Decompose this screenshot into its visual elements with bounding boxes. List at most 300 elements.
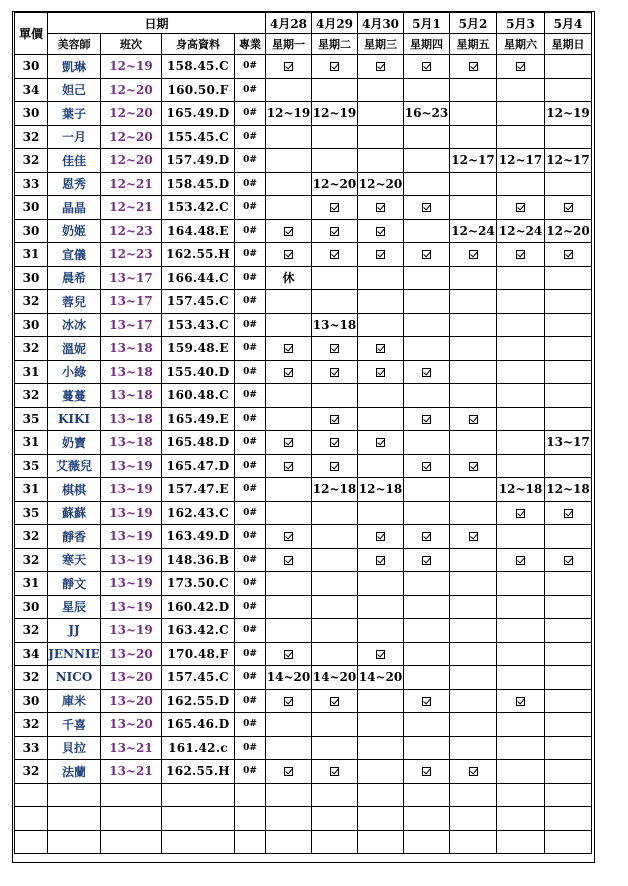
- checked-box-icon[interactable]: [422, 203, 431, 212]
- day-cell[interactable]: [450, 689, 497, 713]
- day-cell[interactable]: [497, 360, 545, 384]
- day-cell[interactable]: 12~18: [312, 478, 358, 502]
- day-cell[interactable]: [404, 642, 450, 666]
- checked-box-icon[interactable]: [330, 767, 339, 776]
- day-cell[interactable]: [450, 478, 497, 502]
- day-cell[interactable]: [450, 760, 497, 784]
- day-cell[interactable]: [497, 642, 545, 666]
- day-cell[interactable]: [266, 172, 312, 196]
- day-cell[interactable]: [404, 478, 450, 502]
- day-cell[interactable]: [404, 760, 450, 784]
- empty-cell[interactable]: [101, 830, 162, 854]
- checked-box-icon[interactable]: [516, 556, 525, 565]
- day-cell[interactable]: [450, 78, 497, 102]
- checked-box-icon[interactable]: [284, 767, 293, 776]
- day-cell[interactable]: [404, 595, 450, 619]
- checked-box-icon[interactable]: [284, 250, 293, 259]
- day-cell[interactable]: [450, 196, 497, 220]
- day-cell[interactable]: [312, 266, 358, 290]
- empty-cell[interactable]: [15, 783, 48, 807]
- day-cell[interactable]: [312, 243, 358, 267]
- checked-box-icon[interactable]: [284, 62, 293, 71]
- day-cell[interactable]: [266, 642, 312, 666]
- day-cell[interactable]: 12~24: [450, 219, 497, 243]
- empty-cell[interactable]: [162, 807, 235, 831]
- day-cell[interactable]: [266, 431, 312, 455]
- empty-cell[interactable]: [497, 807, 545, 831]
- day-cell[interactable]: [358, 454, 404, 478]
- day-cell[interactable]: [404, 266, 450, 290]
- empty-cell[interactable]: [358, 807, 404, 831]
- empty-cell[interactable]: [266, 807, 312, 831]
- day-cell[interactable]: [358, 337, 404, 361]
- empty-cell[interactable]: [404, 783, 450, 807]
- day-cell[interactable]: 12~18: [545, 478, 592, 502]
- checked-box-icon[interactable]: [469, 62, 478, 71]
- day-cell[interactable]: [358, 219, 404, 243]
- checked-box-icon[interactable]: [284, 368, 293, 377]
- day-cell[interactable]: [358, 290, 404, 314]
- day-cell[interactable]: [450, 666, 497, 690]
- day-cell[interactable]: [266, 760, 312, 784]
- day-cell[interactable]: [404, 313, 450, 337]
- day-cell[interactable]: [266, 78, 312, 102]
- day-cell[interactable]: [450, 125, 497, 149]
- empty-cell[interactable]: [312, 783, 358, 807]
- day-cell[interactable]: [312, 548, 358, 572]
- day-cell[interactable]: [266, 525, 312, 549]
- empty-cell[interactable]: [545, 830, 592, 854]
- day-cell[interactable]: [312, 55, 358, 79]
- day-cell[interactable]: [404, 196, 450, 220]
- day-cell[interactable]: 14~20: [358, 666, 404, 690]
- empty-cell[interactable]: [235, 830, 266, 854]
- day-cell[interactable]: [450, 736, 497, 760]
- day-cell[interactable]: [404, 172, 450, 196]
- empty-cell[interactable]: [404, 807, 450, 831]
- day-cell[interactable]: [545, 689, 592, 713]
- day-cell[interactable]: [450, 501, 497, 525]
- day-cell[interactable]: [450, 172, 497, 196]
- day-cell[interactable]: [545, 525, 592, 549]
- day-cell[interactable]: [450, 572, 497, 596]
- day-cell[interactable]: [497, 454, 545, 478]
- checked-box-icon[interactable]: [516, 250, 525, 259]
- day-cell[interactable]: [358, 55, 404, 79]
- day-cell[interactable]: [358, 407, 404, 431]
- day-cell[interactable]: [545, 313, 592, 337]
- empty-cell[interactable]: [450, 807, 497, 831]
- day-cell[interactable]: [266, 713, 312, 737]
- day-cell[interactable]: [358, 360, 404, 384]
- day-cell[interactable]: [545, 290, 592, 314]
- empty-cell[interactable]: [358, 830, 404, 854]
- checked-box-icon[interactable]: [422, 462, 431, 471]
- empty-cell[interactable]: [15, 830, 48, 854]
- checked-box-icon[interactable]: [422, 556, 431, 565]
- day-cell[interactable]: [312, 196, 358, 220]
- empty-cell[interactable]: [235, 783, 266, 807]
- day-cell[interactable]: [404, 666, 450, 690]
- empty-cell[interactable]: [15, 807, 48, 831]
- day-cell[interactable]: [404, 572, 450, 596]
- day-cell[interactable]: [450, 313, 497, 337]
- empty-cell[interactable]: [162, 783, 235, 807]
- day-cell[interactable]: [358, 78, 404, 102]
- day-cell[interactable]: [497, 55, 545, 79]
- day-cell[interactable]: [266, 384, 312, 408]
- day-cell[interactable]: [450, 525, 497, 549]
- day-cell[interactable]: [312, 454, 358, 478]
- empty-cell[interactable]: [48, 807, 101, 831]
- empty-cell[interactable]: [497, 783, 545, 807]
- checked-box-icon[interactable]: [564, 203, 573, 212]
- checked-box-icon[interactable]: [330, 344, 339, 353]
- empty-cell[interactable]: [358, 783, 404, 807]
- day-cell[interactable]: 12~24: [497, 219, 545, 243]
- day-cell[interactable]: [450, 595, 497, 619]
- day-cell[interactable]: [450, 337, 497, 361]
- day-cell[interactable]: [266, 337, 312, 361]
- day-cell[interactable]: [450, 384, 497, 408]
- day-cell[interactable]: [545, 55, 592, 79]
- day-cell[interactable]: [312, 360, 358, 384]
- day-cell[interactable]: [266, 454, 312, 478]
- day-cell[interactable]: [358, 736, 404, 760]
- checked-box-icon[interactable]: [376, 62, 385, 71]
- empty-cell[interactable]: [497, 830, 545, 854]
- day-cell[interactable]: [404, 219, 450, 243]
- day-cell[interactable]: [450, 713, 497, 737]
- day-cell[interactable]: [545, 172, 592, 196]
- day-cell[interactable]: [358, 642, 404, 666]
- checked-box-icon[interactable]: [516, 697, 525, 706]
- day-cell[interactable]: [545, 760, 592, 784]
- day-cell[interactable]: [404, 619, 450, 643]
- day-cell[interactable]: [312, 760, 358, 784]
- day-cell[interactable]: [497, 760, 545, 784]
- checked-box-icon[interactable]: [284, 227, 293, 236]
- checked-box-icon[interactable]: [284, 438, 293, 447]
- day-cell[interactable]: [358, 125, 404, 149]
- day-cell[interactable]: [312, 642, 358, 666]
- day-cell[interactable]: [312, 384, 358, 408]
- day-cell[interactable]: [312, 78, 358, 102]
- day-cell[interactable]: [312, 290, 358, 314]
- day-cell[interactable]: [450, 431, 497, 455]
- checked-box-icon[interactable]: [330, 227, 339, 236]
- day-cell[interactable]: [266, 55, 312, 79]
- day-cell[interactable]: [545, 736, 592, 760]
- day-cell[interactable]: [266, 548, 312, 572]
- day-cell[interactable]: [312, 337, 358, 361]
- checked-box-icon[interactable]: [422, 767, 431, 776]
- day-cell[interactable]: [404, 125, 450, 149]
- day-cell[interactable]: 12~19: [312, 102, 358, 126]
- day-cell[interactable]: [358, 548, 404, 572]
- day-cell[interactable]: 12~17: [545, 149, 592, 173]
- day-cell[interactable]: [266, 595, 312, 619]
- day-cell[interactable]: [404, 384, 450, 408]
- checked-box-icon[interactable]: [422, 62, 431, 71]
- checked-box-icon[interactable]: [469, 250, 478, 259]
- day-cell[interactable]: [450, 102, 497, 126]
- day-cell[interactable]: [545, 548, 592, 572]
- day-cell[interactable]: [450, 266, 497, 290]
- checked-box-icon[interactable]: [330, 368, 339, 377]
- day-cell[interactable]: [404, 360, 450, 384]
- day-cell[interactable]: [266, 290, 312, 314]
- day-cell[interactable]: [358, 384, 404, 408]
- day-cell[interactable]: [358, 266, 404, 290]
- day-cell[interactable]: [266, 360, 312, 384]
- day-cell[interactable]: [358, 501, 404, 525]
- day-cell[interactable]: [404, 149, 450, 173]
- empty-cell[interactable]: [450, 830, 497, 854]
- day-cell[interactable]: [358, 313, 404, 337]
- day-cell[interactable]: [266, 478, 312, 502]
- checked-box-icon[interactable]: [376, 227, 385, 236]
- checked-box-icon[interactable]: [422, 368, 431, 377]
- checked-box-icon[interactable]: [469, 415, 478, 424]
- day-cell[interactable]: 13~18: [312, 313, 358, 337]
- day-cell[interactable]: 12~17: [497, 149, 545, 173]
- empty-cell[interactable]: [545, 807, 592, 831]
- day-cell[interactable]: [497, 619, 545, 643]
- checked-box-icon[interactable]: [516, 62, 525, 71]
- day-cell[interactable]: [545, 337, 592, 361]
- day-cell[interactable]: [404, 55, 450, 79]
- day-cell[interactable]: [404, 525, 450, 549]
- day-cell[interactable]: [404, 431, 450, 455]
- checked-box-icon[interactable]: [330, 203, 339, 212]
- day-cell[interactable]: [497, 313, 545, 337]
- day-cell[interactable]: [545, 619, 592, 643]
- day-cell[interactable]: [497, 713, 545, 737]
- checked-box-icon[interactable]: [284, 556, 293, 565]
- empty-cell[interactable]: [162, 830, 235, 854]
- empty-cell[interactable]: [266, 783, 312, 807]
- checked-box-icon[interactable]: [330, 438, 339, 447]
- day-cell[interactable]: [404, 454, 450, 478]
- day-cell[interactable]: [358, 619, 404, 643]
- day-cell[interactable]: 12~20: [312, 172, 358, 196]
- day-cell[interactable]: [404, 713, 450, 737]
- empty-cell[interactable]: [266, 830, 312, 854]
- day-cell[interactable]: 12~19: [266, 102, 312, 126]
- day-cell[interactable]: [312, 572, 358, 596]
- day-cell[interactable]: [545, 384, 592, 408]
- day-cell[interactable]: 13~17: [545, 431, 592, 455]
- day-cell[interactable]: [404, 689, 450, 713]
- checked-box-icon[interactable]: [284, 697, 293, 706]
- day-cell[interactable]: [358, 689, 404, 713]
- day-cell[interactable]: [545, 407, 592, 431]
- empty-cell[interactable]: [312, 807, 358, 831]
- day-cell[interactable]: [404, 290, 450, 314]
- day-cell[interactable]: [404, 407, 450, 431]
- day-cell[interactable]: [312, 525, 358, 549]
- day-cell[interactable]: 16~23: [404, 102, 450, 126]
- day-cell[interactable]: [266, 219, 312, 243]
- day-cell[interactable]: [358, 243, 404, 267]
- empty-cell[interactable]: [312, 830, 358, 854]
- day-cell[interactable]: [450, 454, 497, 478]
- day-cell[interactable]: [266, 149, 312, 173]
- day-cell[interactable]: 14~20: [266, 666, 312, 690]
- day-cell[interactable]: [266, 619, 312, 643]
- day-cell[interactable]: [312, 219, 358, 243]
- day-cell[interactable]: [497, 125, 545, 149]
- checked-box-icon[interactable]: [564, 556, 573, 565]
- day-cell[interactable]: [312, 407, 358, 431]
- day-cell[interactable]: [450, 243, 497, 267]
- checked-box-icon[interactable]: [330, 250, 339, 259]
- day-cell[interactable]: [404, 243, 450, 267]
- empty-cell[interactable]: [101, 783, 162, 807]
- checked-box-icon[interactable]: [516, 203, 525, 212]
- checked-box-icon[interactable]: [376, 438, 385, 447]
- checked-box-icon[interactable]: [284, 344, 293, 353]
- checked-box-icon[interactable]: [330, 415, 339, 424]
- checked-box-icon[interactable]: [422, 532, 431, 541]
- day-cell[interactable]: [450, 407, 497, 431]
- day-cell[interactable]: [266, 125, 312, 149]
- checked-box-icon[interactable]: [376, 203, 385, 212]
- checked-box-icon[interactable]: [376, 368, 385, 377]
- day-cell[interactable]: [358, 713, 404, 737]
- day-cell[interactable]: [545, 595, 592, 619]
- day-cell[interactable]: [497, 337, 545, 361]
- empty-cell[interactable]: [545, 783, 592, 807]
- day-cell[interactable]: [497, 102, 545, 126]
- day-cell[interactable]: [545, 78, 592, 102]
- checked-box-icon[interactable]: [330, 462, 339, 471]
- checked-box-icon[interactable]: [564, 509, 573, 518]
- day-cell[interactable]: [497, 572, 545, 596]
- checked-box-icon[interactable]: [469, 767, 478, 776]
- day-cell[interactable]: [497, 501, 545, 525]
- day-cell[interactable]: [450, 55, 497, 79]
- day-cell[interactable]: 12~17: [450, 149, 497, 173]
- day-cell[interactable]: 12~20: [545, 219, 592, 243]
- day-cell[interactable]: [497, 266, 545, 290]
- checked-box-icon[interactable]: [516, 509, 525, 518]
- day-cell[interactable]: [358, 525, 404, 549]
- day-cell[interactable]: [497, 172, 545, 196]
- checked-box-icon[interactable]: [422, 697, 431, 706]
- checked-box-icon[interactable]: [376, 556, 385, 565]
- day-cell[interactable]: 休: [266, 266, 312, 290]
- day-cell[interactable]: [545, 243, 592, 267]
- day-cell[interactable]: [266, 313, 312, 337]
- empty-cell[interactable]: [48, 783, 101, 807]
- day-cell[interactable]: [404, 501, 450, 525]
- checked-box-icon[interactable]: [376, 344, 385, 353]
- day-cell[interactable]: [312, 619, 358, 643]
- day-cell[interactable]: [358, 196, 404, 220]
- day-cell[interactable]: [450, 642, 497, 666]
- day-cell[interactable]: 12~20: [358, 172, 404, 196]
- empty-cell[interactable]: [404, 830, 450, 854]
- day-cell[interactable]: [497, 384, 545, 408]
- checked-box-icon[interactable]: [422, 250, 431, 259]
- checked-box-icon[interactable]: [564, 250, 573, 259]
- day-cell[interactable]: [450, 360, 497, 384]
- day-cell[interactable]: [404, 78, 450, 102]
- day-cell[interactable]: [545, 266, 592, 290]
- checked-box-icon[interactable]: [469, 532, 478, 541]
- checked-box-icon[interactable]: [376, 250, 385, 259]
- checked-box-icon[interactable]: [422, 415, 431, 424]
- day-cell[interactable]: [497, 196, 545, 220]
- day-cell[interactable]: 12~18: [358, 478, 404, 502]
- day-cell[interactable]: [497, 736, 545, 760]
- day-cell[interactable]: [545, 501, 592, 525]
- day-cell[interactable]: [497, 431, 545, 455]
- day-cell[interactable]: [450, 619, 497, 643]
- day-cell[interactable]: [358, 760, 404, 784]
- day-cell[interactable]: [497, 548, 545, 572]
- day-cell[interactable]: [497, 243, 545, 267]
- day-cell[interactable]: [404, 337, 450, 361]
- day-cell[interactable]: [497, 666, 545, 690]
- day-cell[interactable]: [312, 149, 358, 173]
- day-cell[interactable]: [545, 642, 592, 666]
- checked-box-icon[interactable]: [284, 462, 293, 471]
- day-cell[interactable]: [312, 431, 358, 455]
- day-cell[interactable]: [312, 595, 358, 619]
- day-cell[interactable]: [450, 290, 497, 314]
- day-cell[interactable]: [358, 149, 404, 173]
- checked-box-icon[interactable]: [330, 697, 339, 706]
- day-cell[interactable]: [358, 102, 404, 126]
- day-cell[interactable]: [266, 196, 312, 220]
- day-cell[interactable]: [450, 548, 497, 572]
- day-cell[interactable]: [312, 713, 358, 737]
- day-cell[interactable]: [545, 713, 592, 737]
- checked-box-icon[interactable]: [284, 650, 293, 659]
- day-cell[interactable]: [312, 501, 358, 525]
- empty-cell[interactable]: [235, 807, 266, 831]
- day-cell[interactable]: [545, 666, 592, 690]
- day-cell[interactable]: [404, 736, 450, 760]
- day-cell[interactable]: [266, 243, 312, 267]
- checked-box-icon[interactable]: [330, 62, 339, 71]
- day-cell[interactable]: 12~19: [545, 102, 592, 126]
- day-cell[interactable]: 12~18: [497, 478, 545, 502]
- day-cell[interactable]: [545, 125, 592, 149]
- day-cell[interactable]: [312, 689, 358, 713]
- empty-cell[interactable]: [450, 783, 497, 807]
- empty-cell[interactable]: [48, 830, 101, 854]
- day-cell[interactable]: 14~20: [312, 666, 358, 690]
- checked-box-icon[interactable]: [284, 532, 293, 541]
- day-cell[interactable]: [497, 290, 545, 314]
- checked-box-icon[interactable]: [376, 532, 385, 541]
- day-cell[interactable]: [358, 572, 404, 596]
- day-cell[interactable]: [266, 689, 312, 713]
- day-cell[interactable]: [266, 407, 312, 431]
- checked-box-icon[interactable]: [376, 650, 385, 659]
- day-cell[interactable]: [358, 431, 404, 455]
- empty-cell[interactable]: [101, 807, 162, 831]
- day-cell[interactable]: [312, 125, 358, 149]
- day-cell[interactable]: [266, 572, 312, 596]
- day-cell[interactable]: [497, 595, 545, 619]
- day-cell[interactable]: [312, 736, 358, 760]
- day-cell[interactable]: [497, 78, 545, 102]
